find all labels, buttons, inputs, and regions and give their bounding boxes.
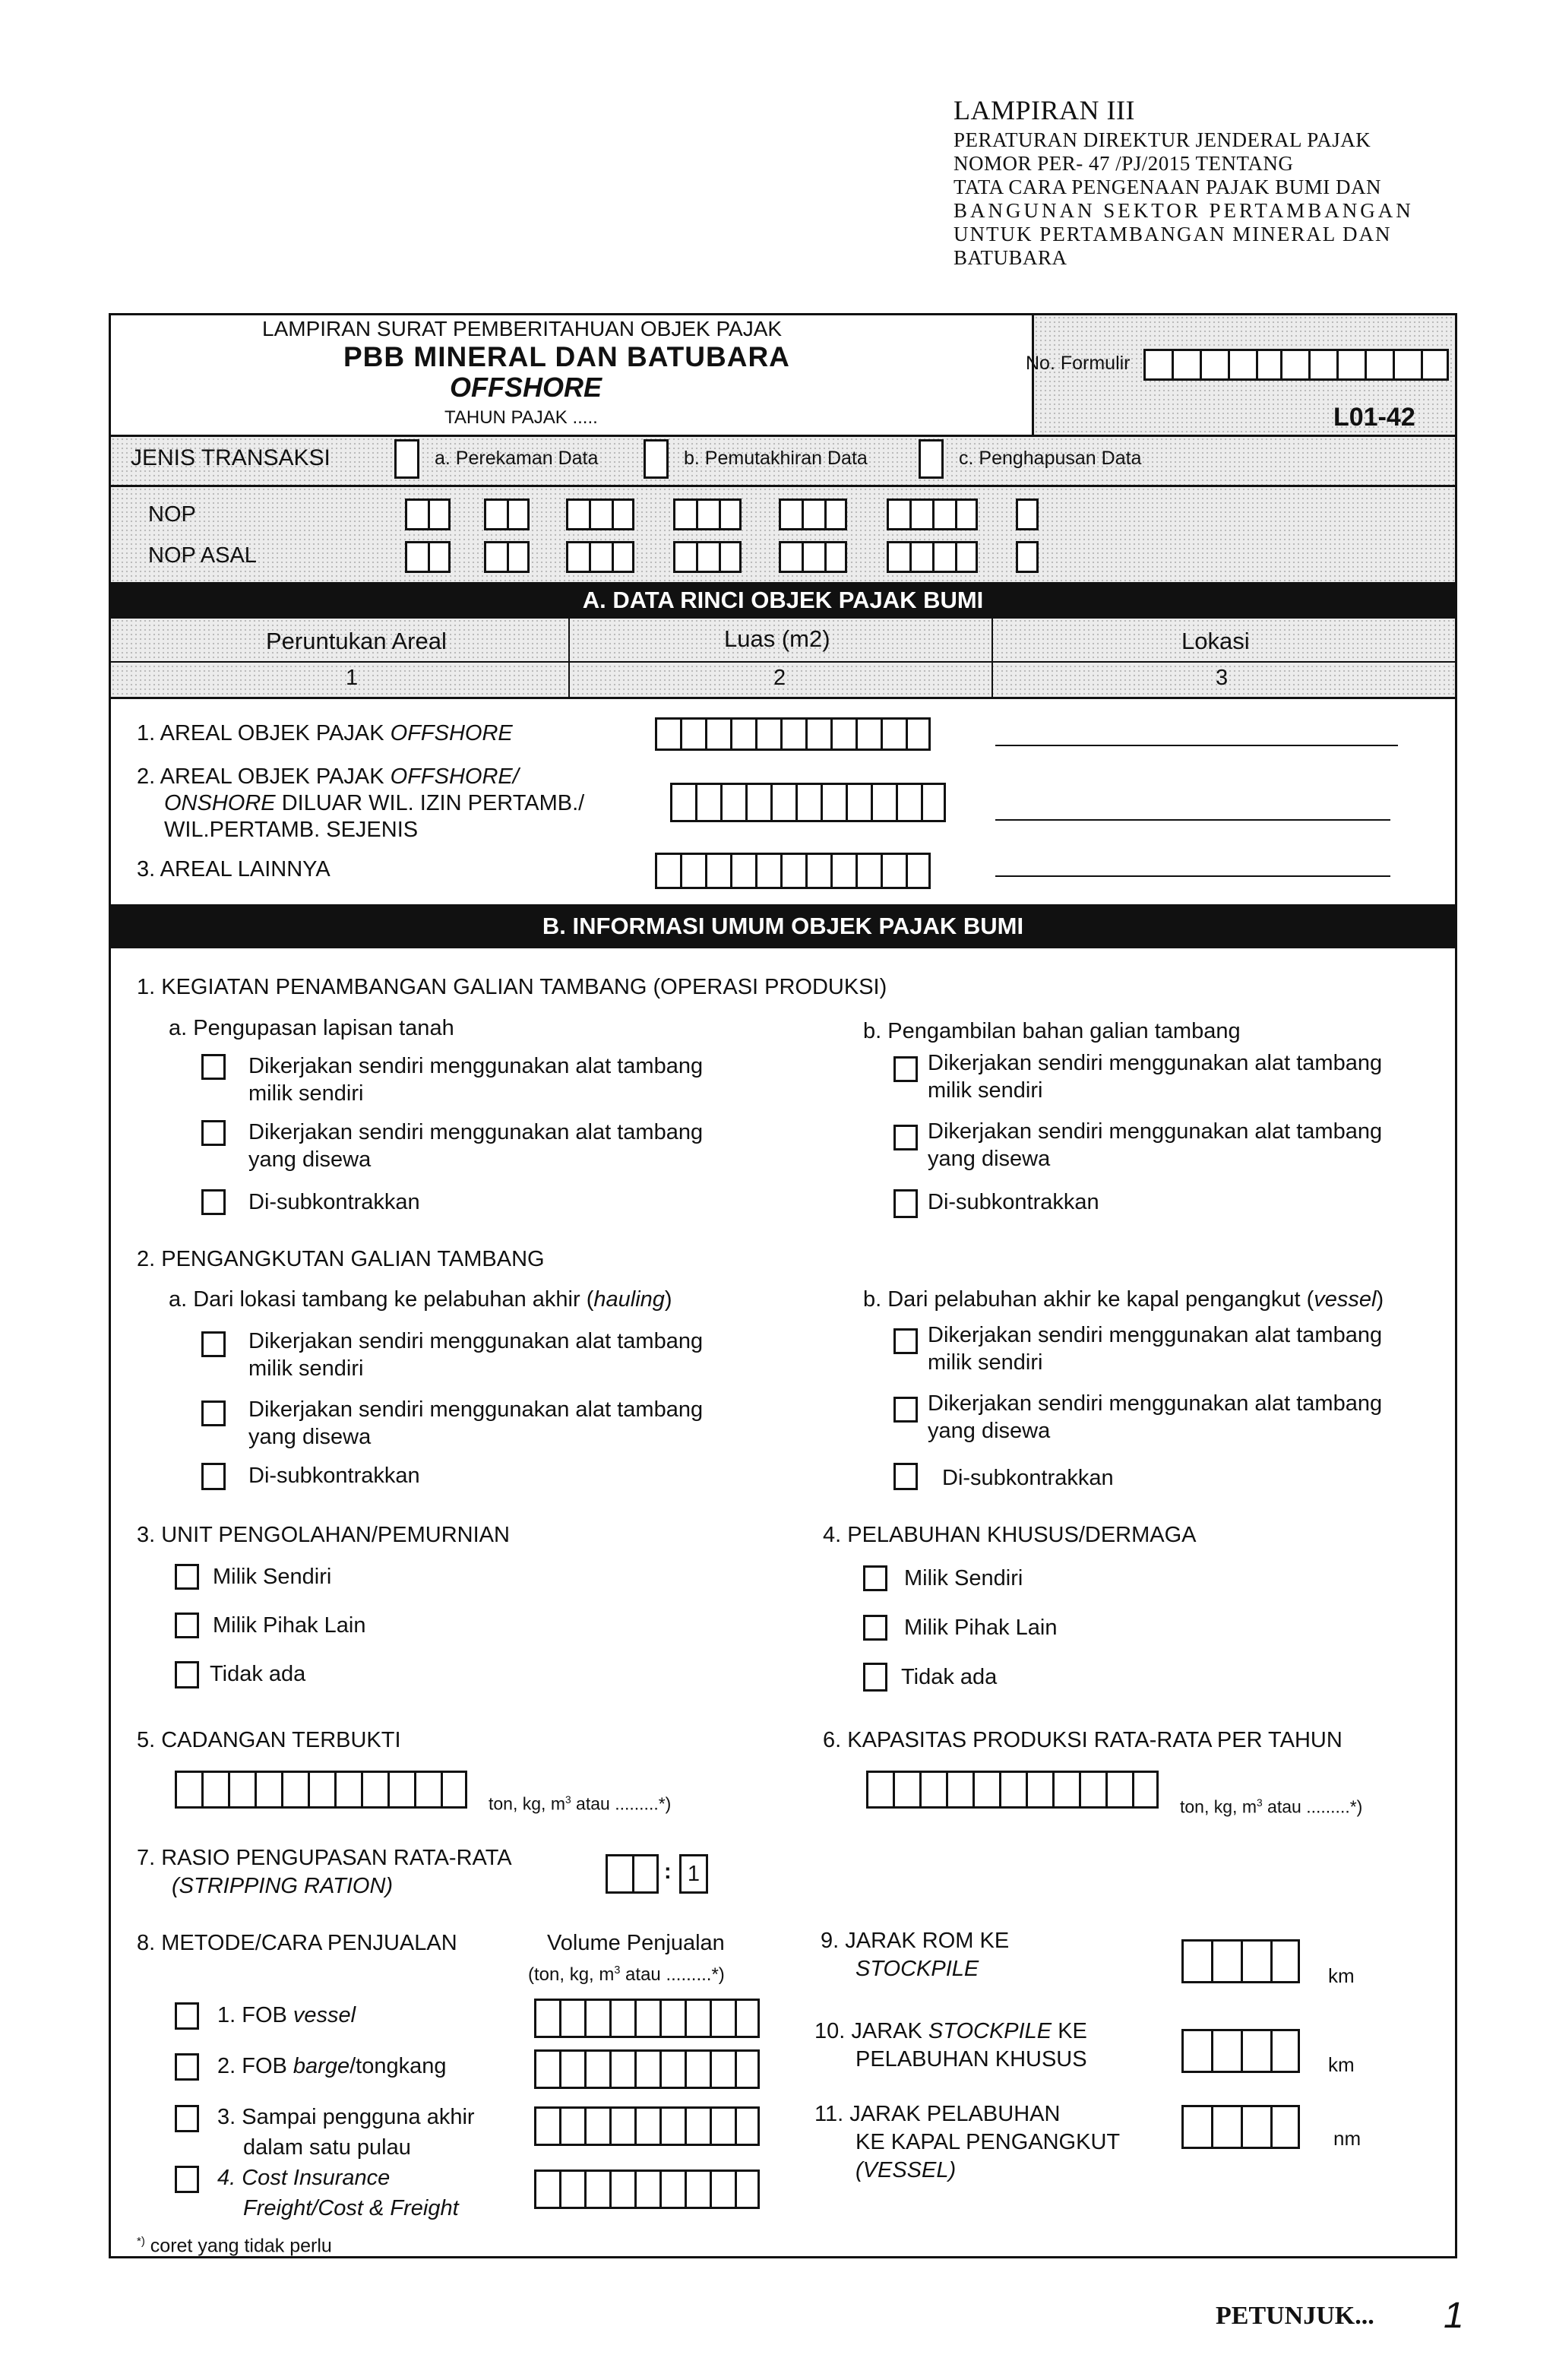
q2a-label: a. Dari lokasi tambang ke pelabuhan akhir (hauling) [169, 1287, 672, 1312]
colhead-divider-1 [568, 619, 570, 698]
volume-penjualan-label: Volume Penjualan [547, 1931, 725, 1955]
q9-jarak-boxes[interactable] [1181, 1939, 1300, 1983]
header-line-2: NOMOR PER- 47 /PJ/2015 TENTANG [954, 152, 1294, 175]
q7-stripping: (STRIPPING RATION) [172, 1874, 394, 1898]
q2b-sendiri-checkbox[interactable] [893, 1328, 918, 1354]
q10-label: 10. JARAK STOCKPILE KE [814, 2019, 1087, 2043]
q4-label: 4. PELABUHAN KHUSUS/DERMAGA [823, 1523, 1197, 1547]
cif-checkbox[interactable] [175, 2166, 199, 2193]
q1b-sendiri-checkbox[interactable] [893, 1056, 918, 1082]
q1b-sub-checkbox[interactable] [893, 1189, 918, 1218]
q1a-sewa-checkbox[interactable] [201, 1120, 226, 1146]
q1b-label: b. Pengambilan bahan galian tambang [863, 1019, 1241, 1043]
q2b-sewa-checkbox[interactable] [893, 1397, 918, 1423]
q7-colon: : [664, 1859, 672, 1884]
lampiran-title: LAMPIRAN III [954, 95, 1135, 125]
transaksi-a-label: a. Perekaman Data [435, 448, 599, 469]
colhead-midline [111, 661, 1455, 663]
q2b-sewa-label: Dikerjakan sendiri menggunakan alat tambang yang disewa [928, 1391, 1383, 1443]
sampai-pengguna-label: 3. Sampai pengguna akhir dalam satu pulau [217, 2105, 475, 2160]
q4-milik-sendiri-label: Milik Sendiri [904, 1566, 1023, 1590]
no-formulir-label: No. Formulir [1026, 353, 1131, 374]
q10-km: km [1328, 2053, 1355, 2076]
cif-label: 4. Cost Insurance Freight/Cost & Freight [217, 2166, 459, 2220]
nop-label: NOP [148, 502, 196, 527]
q3-milik-pihak-checkbox[interactable] [175, 1613, 199, 1638]
transaksi-b-checkbox[interactable] [644, 439, 669, 479]
q9-km: km [1328, 1964, 1355, 1987]
q6-kapasitas-boxes[interactable] [866, 1771, 1159, 1809]
page-number: 1 [1444, 2296, 1464, 2336]
q1a-sendiri-label: Dikerjakan sendiri menggunakan alat tambang milik sendiri [248, 1054, 704, 1106]
fob-barge-checkbox[interactable] [175, 2053, 199, 2081]
q1b-sub-label: Di-subkontrakkan [928, 1190, 1099, 1214]
q4-milik-sendiri-checkbox[interactable] [863, 1565, 887, 1591]
q2a-sewa-label: Dikerjakan sendiri menggunakan alat tambang yang disewa [248, 1397, 704, 1449]
q6-label: 6. KAPASITAS PRODUKSI RATA-RATA PER TAHUN [823, 1728, 1343, 1752]
form-code: L01-42 [1333, 403, 1415, 432]
q11-label: 11. JARAK PELABUHAN [814, 2102, 1061, 2126]
q1b-sewa-checkbox[interactable] [893, 1125, 918, 1150]
q3-milik-sendiri-label: Milik Sendiri [213, 1565, 332, 1589]
nop-asal-boxes-5[interactable] [779, 541, 847, 573]
form-title: PBB MINERAL DAN BATUBARA [343, 341, 790, 372]
q2a-sub-label: Di-subkontrakkan [248, 1464, 420, 1488]
colhead-bottom [109, 697, 1457, 699]
form-offshore: OFFSHORE [450, 372, 602, 403]
q2b-sub-checkbox[interactable] [893, 1463, 918, 1490]
nop-asal-boxes-2[interactable] [484, 541, 530, 573]
areal-onshore-label-1: 2. AREAL OBJEK PAJAK OFFSHORE/ [137, 764, 519, 789]
footnote: *) coret yang tidak perlu [137, 2235, 332, 2257]
q1b-sendiri-label: Dikerjakan sendiri menggunakan alat tambang milik sendiri [928, 1051, 1383, 1103]
fob-vessel-volume[interactable] [534, 1999, 760, 2038]
areal-offshore-label: 1. AREAL OBJEK PAJAK OFFSHORE [137, 721, 513, 745]
nop-boxes-6[interactable] [887, 498, 978, 530]
q2a-sewa-checkbox[interactable] [201, 1400, 226, 1426]
no-formulir-boxes-1[interactable] [1143, 349, 1284, 381]
q11-nm: nm [1333, 2127, 1362, 2150]
q9-label: 9. JARAK ROM KE [821, 1929, 1010, 1953]
q8-label: 8. METODE/CARA PENJUALAN [137, 1931, 457, 1955]
q2-label: 2. PENGANGKUTAN GALIAN TAMBANG [137, 1247, 545, 1271]
q10-label-2: PELABUHAN KHUSUS [855, 2047, 1087, 2071]
q7-one-box: 1 [679, 1854, 708, 1894]
q4-milik-pihak-checkbox[interactable] [863, 1615, 887, 1641]
areal-onshore-label-3: WIL.PERTAMB. SEJENIS [164, 818, 419, 842]
tahun-pajak: TAHUN PAJAK ..... [444, 407, 598, 428]
q2b-label: b. Dari pelabuhan akhir ke kapal pengangkut (vessel) [863, 1287, 1384, 1312]
q2a-sendiri-checkbox[interactable] [201, 1331, 226, 1357]
header-line-5: UNTUK PERTAMBANGAN MINERAL DAN [954, 223, 1392, 245]
nop-boxes-5[interactable] [779, 498, 847, 530]
q1a-sub-label: Di-subkontrakkan [248, 1190, 420, 1214]
q2a-sub-checkbox[interactable] [201, 1463, 226, 1490]
fob-barge-volume[interactable] [534, 2049, 760, 2089]
q7-rasio-boxes[interactable] [606, 1854, 659, 1894]
section-a-title: A. DATA RINCI OBJEK PAJAK BUMI [109, 582, 1457, 619]
areal-lainnya-luas[interactable] [655, 853, 931, 889]
no-formulir-boxes-2[interactable] [1280, 349, 1449, 381]
fob-vessel-checkbox[interactable] [175, 2002, 199, 2030]
q3-milik-sendiri-checkbox[interactable] [175, 1564, 199, 1590]
col-num-1: 1 [346, 666, 359, 690]
nop-asal-boxes-6[interactable] [887, 541, 978, 573]
areal-lainnya-lokasi-line[interactable] [995, 875, 1390, 877]
q1a-sendiri-checkbox[interactable] [201, 1054, 226, 1080]
areal-offshore-lokasi-line[interactable] [995, 745, 1398, 746]
jenis-transaksi-label: JENIS TRANSAKSI [131, 445, 330, 470]
q4-tidak-ada-checkbox[interactable] [863, 1663, 887, 1692]
q7-label: 7. RASIO PENGUPASAN RATA-RATA [137, 1846, 512, 1870]
q10-jarak-boxes[interactable] [1181, 2029, 1300, 2073]
q6-unit: ton, kg, $m^3$ atau .........*) [1180, 1796, 1363, 1817]
nop-asal-boxes-4[interactable] [673, 541, 742, 573]
q11-jarak-boxes[interactable] [1181, 2105, 1300, 2149]
col-num-3: 3 [1216, 666, 1229, 690]
transaksi-c-label: c. Penghapusan Data [959, 448, 1142, 469]
q2b-sendiri-label: Dikerjakan sendiri menggunakan alat tambang milik sendiri [928, 1323, 1383, 1375]
q1-label: 1. KEGIATAN PENAMBANGAN GALIAN TAMBANG (OPERASI PRODUKSI) [137, 975, 887, 999]
col-peruntukan: Peruntukan Areal [266, 628, 447, 654]
q1a-sewa-label: Dikerjakan sendiri menggunakan alat tambang yang disewa [248, 1120, 704, 1172]
form-subtitle: LAMPIRAN SURAT PEMBERITAHUAN OBJEK PAJAK [262, 317, 783, 340]
areal-onshore-luas[interactable] [670, 783, 946, 822]
nop-boxes-2[interactable] [484, 498, 530, 530]
col-num-2: 2 [773, 666, 786, 690]
q11-label-3: (VESSEL) [855, 2158, 957, 2182]
q5-label: 5. CADANGAN TERBUKTI [137, 1728, 401, 1752]
q3-milik-pihak-label: Milik Pihak Lain [213, 1613, 366, 1638]
col-lokasi: Lokasi [1181, 628, 1250, 654]
regulation-header [954, 95, 1447, 270]
nop-asal-label: NOP ASAL [148, 543, 257, 568]
section-b-title: B. INFORMASI UMUM OBJEK PAJAK BUMI [109, 904, 1457, 948]
q1a-sub-checkbox[interactable] [201, 1189, 226, 1215]
areal-lainnya-label: 3. AREAL LAINNYA [137, 857, 330, 881]
nop-boxes-7[interactable] [1016, 498, 1039, 530]
header-line-1: PERATURAN DIREKTUR JENDERAL PAJAK [954, 128, 1371, 151]
q4-milik-pihak-label: Milik Pihak Lain [904, 1616, 1058, 1640]
header-line-3: TATA CARA PENGENAAN PAJAK BUMI DAN [954, 176, 1381, 198]
q9-stockpile: STOCKPILE [855, 1957, 979, 1981]
nop-asal-boxes-7[interactable] [1016, 541, 1039, 573]
q3-tidak-ada-label: Tidak ada [210, 1662, 306, 1686]
col-luas: Luas (m2) [724, 625, 830, 652]
q1b-sewa-label: Dikerjakan sendiri menggunakan alat tambang yang disewa [928, 1119, 1383, 1171]
colhead-divider-2 [991, 619, 993, 698]
volume-unit: (ton, kg, $m^3$ atau .........*) [528, 1964, 725, 1985]
header-line-4: BANGUNAN SEKTOR PERTAMBANGAN [954, 199, 1414, 222]
areal-onshore-label-2: ONSHORE DILUAR WIL. IZIN PERTAMB./ [164, 791, 585, 815]
transaksi-a-checkbox[interactable] [394, 439, 419, 479]
header-line-6: BATUBARA [954, 246, 1067, 269]
nop-boxes-1[interactable] [405, 498, 451, 530]
sampai-pengguna-checkbox[interactable] [175, 2105, 199, 2132]
q4-tidak-ada-label: Tidak ada [901, 1665, 998, 1689]
q3-label: 3. UNIT PENGOLAHAN/PEMURNIAN [137, 1523, 510, 1547]
areal-offshore-luas[interactable] [655, 717, 931, 751]
q3-tidak-ada-checkbox[interactable] [175, 1661, 199, 1688]
transaksi-c-checkbox[interactable] [919, 439, 944, 479]
areal-onshore-lokasi-line[interactable] [995, 819, 1390, 821]
q5-cadangan-boxes[interactable] [175, 1771, 467, 1809]
q1a-label: a. Pengupasan lapisan tanah [169, 1016, 454, 1040]
q2a-sendiri-label: Dikerjakan sendiri menggunakan alat tambang milik sendiri [248, 1329, 704, 1381]
nop-asal-boxes-3[interactable] [566, 541, 634, 573]
q5-unit: ton, kg, $m^3$ atau .........*) [489, 1793, 672, 1814]
sampai-pengguna-volume[interactable] [534, 2106, 760, 2146]
fob-barge-label: 2. FOB barge/tongkang [217, 2054, 447, 2078]
nop-boxes-4[interactable] [673, 498, 742, 530]
nop-boxes-3[interactable] [566, 498, 634, 530]
petunjuk-label: PETUNJUK... [1216, 2302, 1374, 2330]
nop-asal-boxes-1[interactable] [405, 541, 451, 573]
transaksi-b-label: b. Pemutakhiran Data [684, 448, 868, 469]
cif-volume[interactable] [534, 2170, 760, 2209]
fob-vessel-label: 1. FOB vessel [217, 2003, 356, 2027]
q2b-sub-label: Di-subkontrakkan [942, 1466, 1114, 1490]
q11-label-2: KE KAPAL PENGANGKUT [855, 2130, 1121, 2154]
